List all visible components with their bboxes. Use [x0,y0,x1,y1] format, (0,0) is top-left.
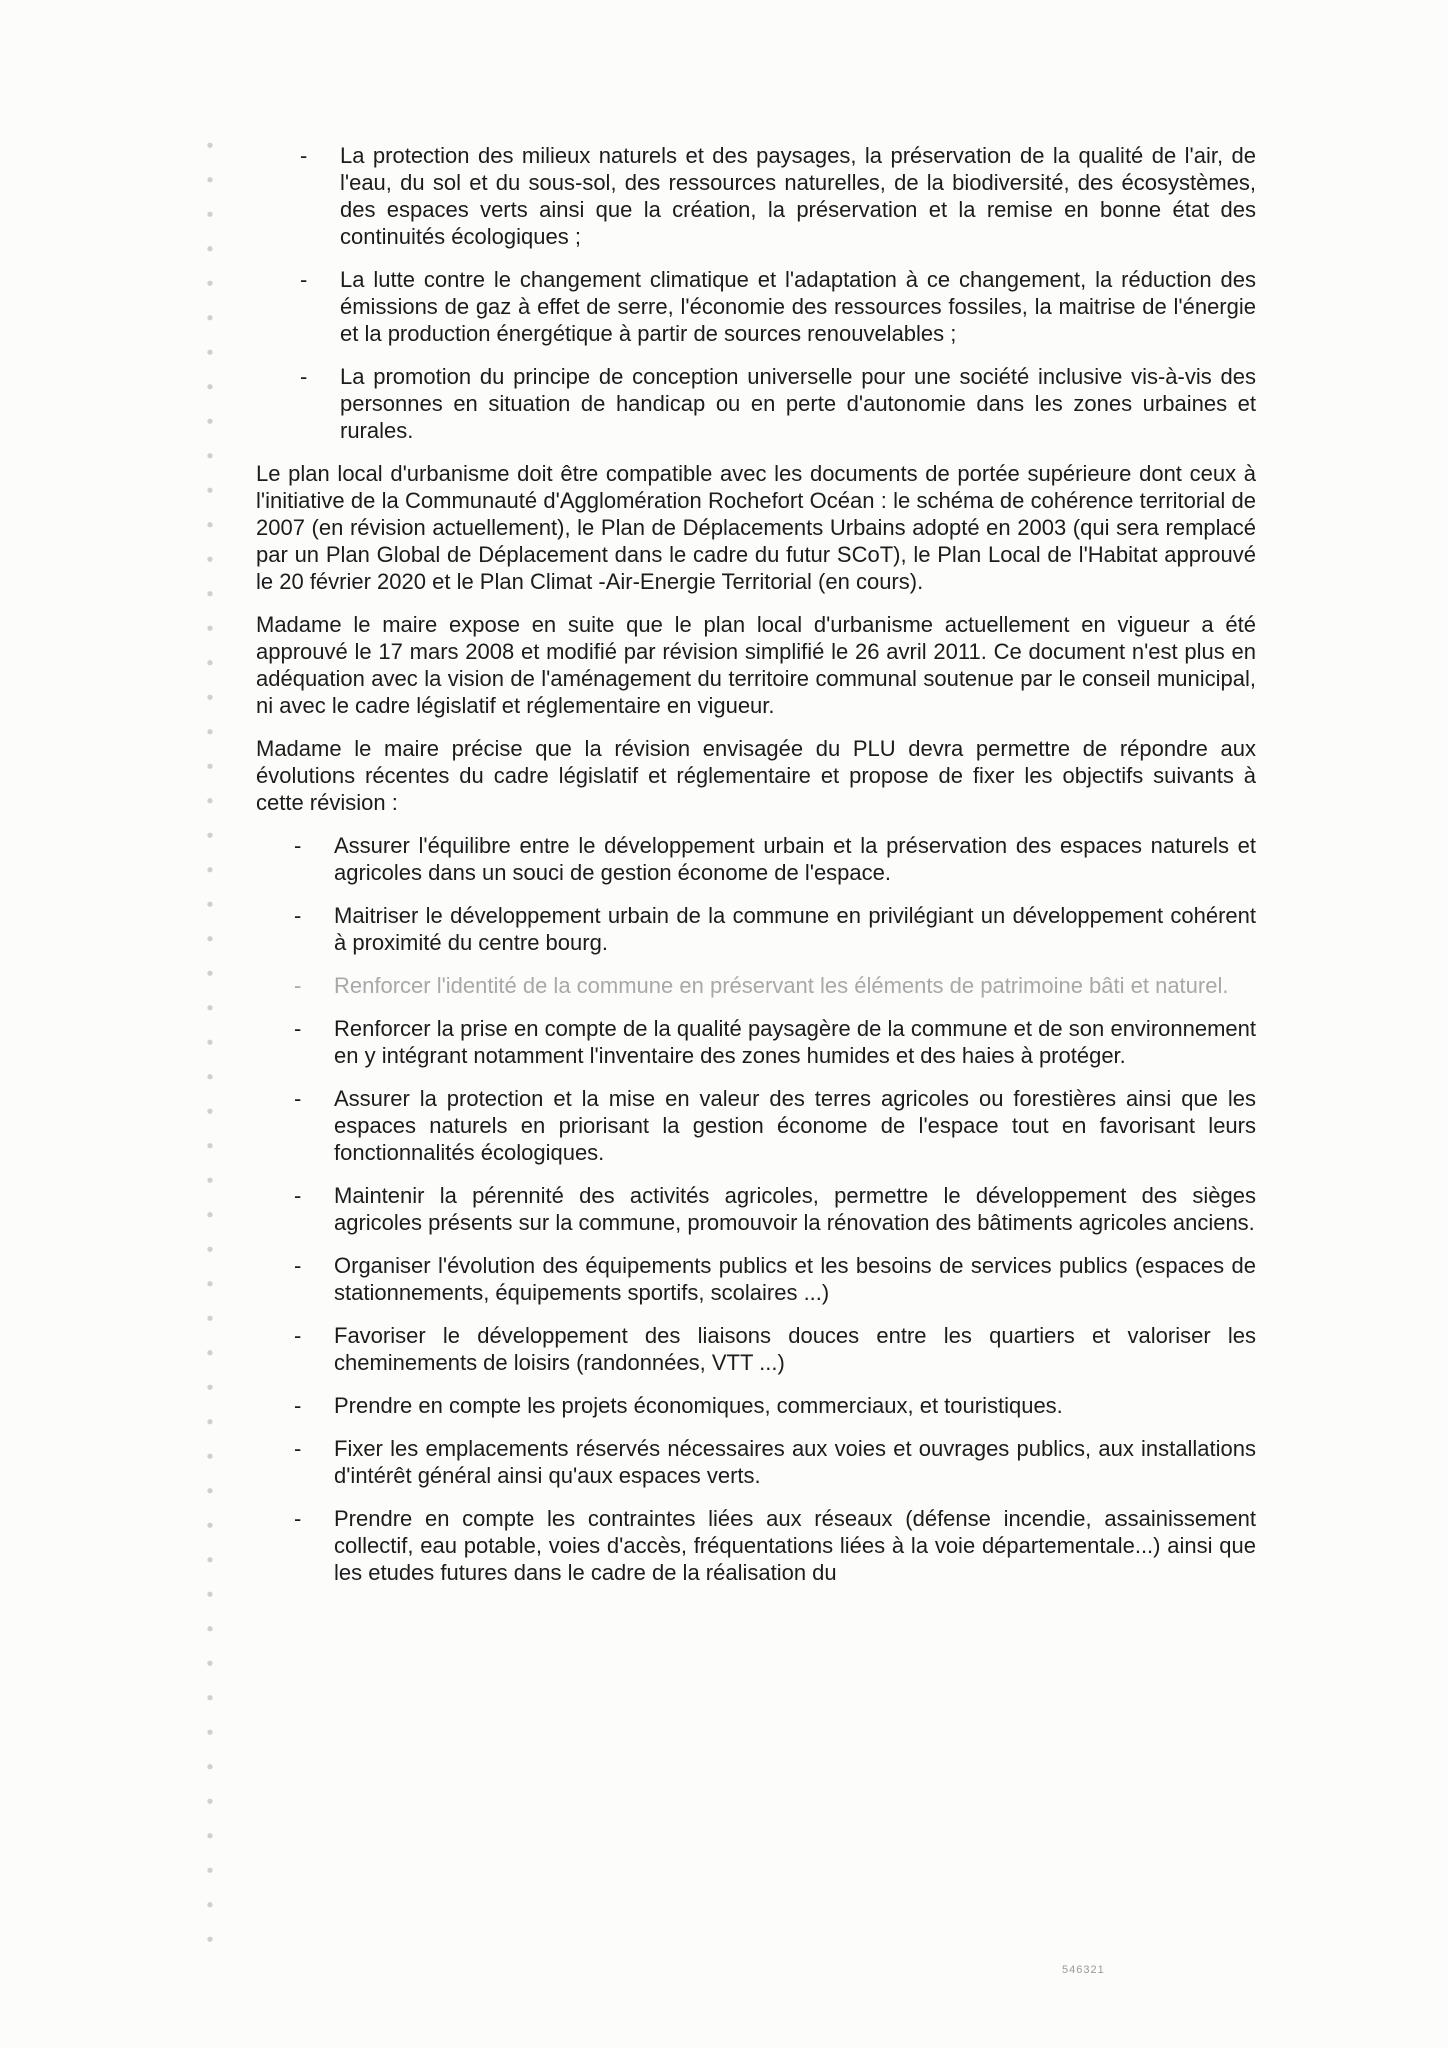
objectives-list [256,832,1256,1586]
objective-item: - Prendre en compte les contraintes liées aux réseaux (défense incendie, assainissement collectif, eau potable, voies d'accès, fréquentations liées à la voie départementale...) ainsi que les etudes futures dans le cadre de la réalisation du [334,1505,1256,1586]
objective-item: - Renforcer l'identité de la commune en préservant les éléments de patrimoine bâti et naturel. [334,972,1256,999]
intro-bullet-list [256,142,1256,444]
footer-mark: 546321 [1062,1964,1105,1976]
paragraph-revision-intro: Madame le maire précise que la révision envisagée du PLU devra permettre de répondre aux évolutions récentes du cadre législatif et réglementaire et propose de fixer les objectifs suivants à cette révision : [256,736,1256,815]
paragraph-compatibility: Le plan local d'urbanisme doit être compatible avec les documents de portée supérieure dont ceux à l'initiative de la Communauté d'Agglomération Rochefort Océan : le schéma de cohérence territorial de 2007 (en révision actuellement), le Plan de Déplacements Urbains adopté en 2003 (qui sera remplacé par un Plan Global de Déplacement dans le cadre du futur SCoT), le Plan Local de l'Habitat approuvé le 20 février 2020 et le Plan Climat -Air-Energie Territorial (en cours). [256,461,1256,594]
paragraph-current-plu: Madame le maire expose en suite que le plan local d'urbanisme actuellement en vigueur a été approuvé le 17 mars 2008 et modifié par révision simplifié le 26 avril 2011. Ce document n'est plus en adéquation avec la vision de l'aménagement du territoire communal soutenue par le conseil municipal, ni avec le cadre législatif et réglementaire en vigueur. [256,612,1256,718]
objective-item: - Assurer l'équilibre entre le développement urbain et la préservation des espaces naturels et agricoles dans un souci de gestion économe de l'espace. [334,832,1256,886]
objective-item: - Maitriser le développement urbain de la commune en privilégiant un développement cohérent à proximité du centre bourg. [334,902,1256,956]
objective-item: - Assurer la protection et la mise en valeur des terres agricoles ou forestières ainsi que les espaces naturels en priorisant la gestion économe de l'espace tout en favorisant leurs fonctionnalités écologiques. [334,1085,1256,1166]
intro-bullet: - La lutte contre le changement climatique et l'adaptation à ce changement, la réduction des émissions de gaz à effet de serre, l'économie des ressources fossiles, la maitrise de l'énergie et la production énergétique à partir de sources renouvelables ; [340,266,1256,347]
document-body [256,142,1256,1586]
intro-bullet: - La promotion du principe de conception universelle pour une société inclusive vis-à-vis des personnes en situation de handicap ou en perte d'autonomie dans les zones urbaines et rurales. [340,363,1256,444]
objective-item: - Organiser l'évolution des équipements publics et les besoins de services publics (espaces de stationnements, équipements sportifs, scolaires ...) [334,1252,1256,1306]
intro-bullet: - La protection des milieux naturels et des paysages, la préservation de la qualité de l'air, de l'eau, du sol et du sous-sol, des ressources naturelles, de la biodiversité, des écosystèmes, des espaces verts ainsi que la création, la préservation et la remise en bonne état des continuités écologiques ; [340,142,1256,250]
objective-item: - Renforcer la prise en compte de la qualité paysagère de la commune et de son environnement en y intégrant notamment l'inventaire des zones humides et des haies à protéger. [334,1015,1256,1069]
objective-item: - Fixer les emplacements réservés nécessaires aux voies et ouvrages publics, aux installations d'intérêt général ainsi qu'aux espaces verts. [334,1435,1256,1489]
objective-item: - Maintenir la pérennité des activités agricoles, permettre le développement des sièges agricoles présents sur la commune, promouvoir la rénovation des bâtiments agricoles anciens. [334,1182,1256,1236]
objective-item: - Favoriser le développement des liaisons douces entre les quartiers et valoriser les cheminements de loisirs (randonnées, VTT ...) [334,1322,1256,1376]
scan-margin-marks [172,120,232,1950]
objective-item: - Prendre en compte les projets économiques, commerciaux, et touristiques. [334,1392,1256,1419]
